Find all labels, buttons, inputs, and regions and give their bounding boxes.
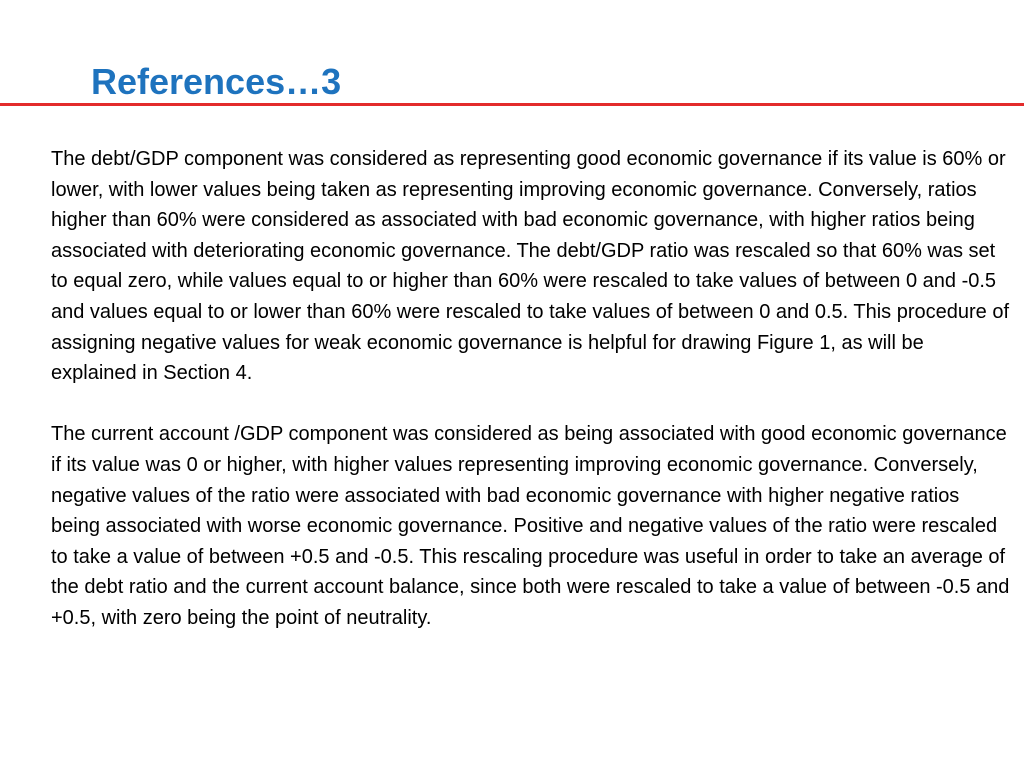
- title-divider: [0, 103, 1024, 106]
- paragraph-debt-gdp: The debt/GDP component was considered as representing good economic governance if its value is 60% or lower, with lower values being taken as representing improving economic governance. Conversely, ratios higher than 60% were considered as associated with bad economic governance, with higher ratios being associated with deteriorating economic governance. The debt/GDP ratio was rescaled so that 60% was set to equal zero, while values equal to or higher than 60% were rescaled to take values of between 0 and -0.5 and values equal to or lower than 60% were rescaled to take values of between 0 and 0.5. This procedure of assigning negative values for weak economic governance is helpful for drawing Figure 1, as will be explained in Section 4.: [51, 148, 1010, 385]
- slide-title: References…3: [91, 61, 342, 102]
- paragraph-current-account-gdp: The current account /GDP component was considered as being associated with good economic governance if its value was 0 or higher, with higher values representing improving economic governance. Conversely, negative values of the ratio were associated with bad economic governance with higher negative ratios being associated with worse economic governance. Positive and negative values of the ratio were rescaled to take a value of between +0.5 and -0.5. This rescaling procedure was useful in order to take an average of the debt ratio and the current account balance, since both were rescaled to take a value of between -0.5 and +0.5, with zero being the point of neutrality.: [51, 423, 1010, 629]
- slide-body: [51, 144, 1013, 634]
